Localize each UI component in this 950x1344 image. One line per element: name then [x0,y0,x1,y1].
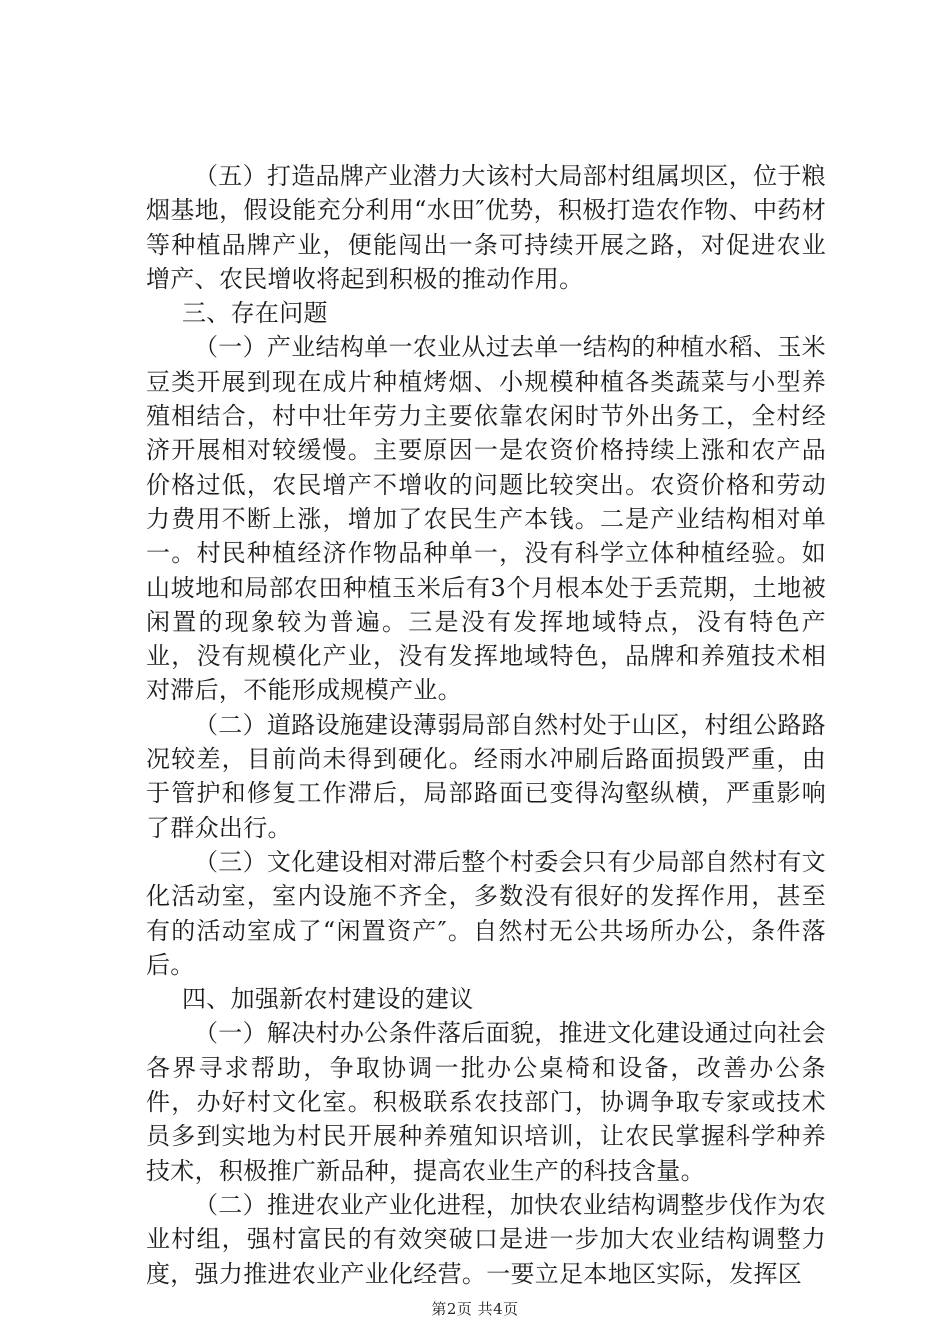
paragraph-suggestion-1-office-conditions: （一）解决村办公条件落后面貌，推进文化建设通过向社会各界寻求帮助，争取协调一批办公桌椅和设备，改善办公条件，办好村文化室。积极联系农技部门，协调争取专家或技术员多到实地为村民开展种养殖知识培训，让农民掌握科学种养技术，积极推广新品种，提高农业生产的科技含量。 [146,1019,826,1185]
paragraph-suggestion-2-agri-industrialization: （二）推进农业产业化进程，加快农业结构调整步伐作为农业村组，强村富民的有效突破口是进一步加大农业结构调整力度，强力推进农业产业化经营。一要立足本地区实际，发挥区 [146,1190,826,1288]
heading-suggestions: 四、加强新农村建设的建议 [182,985,474,1014]
heading-existing-problems: 三、存在问题 [182,299,328,328]
paragraph-section-5-brand-industry: （五）打造品牌产业潜力大该村大局部村组属坝区，位于粮烟基地，假设能充分利用“水田″优势，积极打造农作物、中药材等种植品牌产业，便能闯出一条可持续开展之路，对促进农业增产、农民增收将起到积极的推动作用。 [146,162,826,293]
document-body [146,159,826,1291]
paragraph-problem-3-cultural-construction: （三）文化建设相对滞后整个村委会只有少局部自然村有文化活动室，室内设施不齐全，多数没有很好的发挥作用，甚至有的活动室成了“闲置资产″。自然村无公共场所办公，条件落后。 [146,847,826,979]
paragraph-problem-2-road-facilities: （二）道路设施建设薄弱局部自然村处于山区，村组公路路况较差，目前尚未得到硬化。经雨水冲刷后路面损毁严重，由于管护和修复工作滞后，局部路面已变得沟壑纵横，严重影响了群众出行。 [146,710,826,842]
page-number-footer: 第2页 共4页 [431,1300,519,1318]
paragraph-problem-1-industry-structure: （一）产业结构单一农业从过去单一结构的种植水稻、玉米豆类开展到现在成片种植烤烟、小规模种植各类蔬菜与小型养殖相结合，村中壮年劳力主要依靠农闲时节外出务工，全村经济开展相对较缓慢。主要原因一是农资价格持续上涨和农产品价格过低，农民增产不增收的问题比较突出。农资价格和劳动力费用不断上涨，增加了农民生产本钱。二是产业结构相对单一。村民种植经济作物品种单一，没有科学立体种植经验。如山坡地和局部农田种植玉米后有3个月根本处于丢荒期，土地被闲置的现象较为普遍。三是没有发挥地域特点，没有特色产业，没有规模化产业，没有发挥地域特色，品牌和养殖技术相对滞后，不能形成规模产业。 [146,333,826,705]
